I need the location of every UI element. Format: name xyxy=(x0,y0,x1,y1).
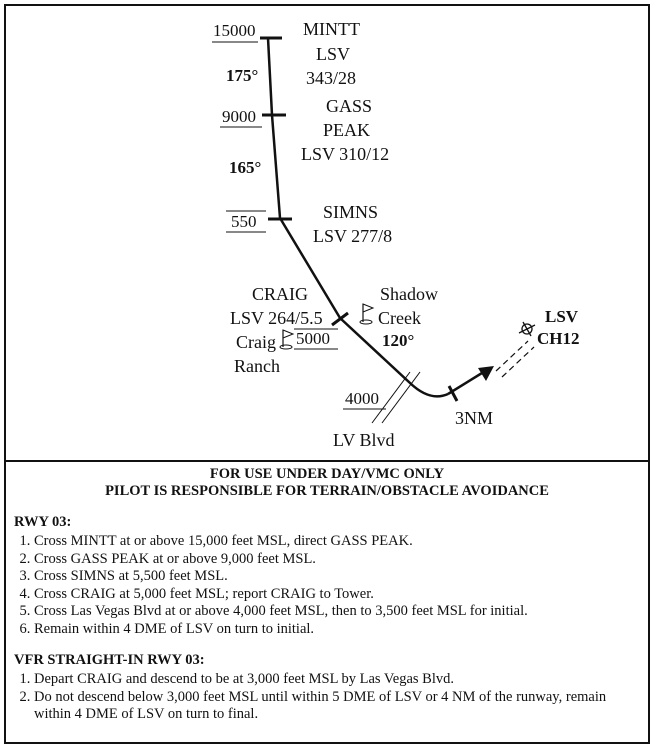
rwy03-list xyxy=(14,533,640,638)
rwy03-title: RWY 03: xyxy=(14,514,72,530)
list-item: 3. Cross SIMNS at 5,500 feet MSL. xyxy=(34,568,640,586)
mintt-fix-ref: LSV xyxy=(316,44,351,64)
mintt-fix-radial: 343/28 xyxy=(306,68,357,88)
list-item: 6. Remain within 4 DME of LSV on turn to initial. xyxy=(34,621,640,639)
gass-fix-name: GASS xyxy=(326,96,373,116)
day-vmc-heading: FOR USE UNDER DAY/VMC ONLY xyxy=(209,466,445,482)
simns-fix-name: SIMNS xyxy=(323,202,379,222)
lsv-label: LSV xyxy=(545,307,579,326)
list-item: 4. Cross CRAIG at 5,000 feet MSL; report CRAIG to Tower. xyxy=(34,586,640,604)
lv-blvd-road-line xyxy=(382,372,420,423)
threenm-label: 3NM xyxy=(455,408,494,428)
craig-altitude: 5000 xyxy=(296,329,330,348)
list-item: 2. Cross GASS PEAK at or above 9,000 feet MSL. xyxy=(34,551,640,569)
heading-165: 165° xyxy=(229,158,262,177)
lsv-channel: CH12 xyxy=(537,329,580,348)
gass-fix-radial: LSV 310/12 xyxy=(301,144,390,164)
section-divider xyxy=(4,460,650,462)
gass-altitude: 9000 xyxy=(222,107,256,126)
craig-ranch-label: Craig xyxy=(236,332,276,352)
terrain-heading: PILOT IS RESPONSIBLE FOR TERRAIN/OBSTACLE AVOIDANCE xyxy=(105,483,549,499)
runway-edge xyxy=(502,347,534,377)
list-item: 5. Cross Las Vegas Blvd at or above 4,000 feet MSL, then to 3,500 feet MSL for initial. xyxy=(34,603,640,621)
airport-icon xyxy=(519,322,535,336)
golf-flag-icon xyxy=(360,304,373,324)
simns-altitude: 550 xyxy=(231,212,257,231)
lv-blvd-label: LV Blvd xyxy=(333,430,395,450)
list-item: 2. Do not descend below 3,000 feet MSL until within 5 DME of LSV or 4 NM of the runway, remain within 4 DME of LSV on turn to final. xyxy=(34,689,640,724)
procedure-notes xyxy=(14,466,640,724)
golf-flag-icon xyxy=(280,330,293,349)
simns-fix-radial: LSV 277/8 xyxy=(313,226,393,246)
mintt-altitude: 15000 xyxy=(213,21,256,40)
vfr-list xyxy=(14,671,640,724)
list-item: 1. Cross MINTT at or above 15,000 feet MSL, direct GASS PEAK. xyxy=(34,533,640,551)
gass-fix-name2: PEAK xyxy=(323,120,371,140)
heading-120: 120° xyxy=(382,331,415,350)
mintt-fix-name: MINTT xyxy=(303,19,360,39)
craig-fix-name: CRAIG xyxy=(252,284,309,304)
craig-ranch-label2: Ranch xyxy=(234,356,280,376)
list-item: 1. Depart CRAIG and descend to be at 3,000 feet MSL by Las Vegas Blvd. xyxy=(34,671,640,689)
vfr-title: VFR STRAIGHT-IN RWY 03: xyxy=(14,652,205,668)
shadow-creek-label: Shadow xyxy=(380,284,438,304)
lvblvd-altitude: 4000 xyxy=(345,389,379,408)
heading-175: 175° xyxy=(226,66,259,85)
craig-fix-radial: LSV 264/5.5 xyxy=(230,308,323,328)
shadow-creek-label2: Creek xyxy=(378,308,421,328)
runway-edge xyxy=(496,341,528,371)
